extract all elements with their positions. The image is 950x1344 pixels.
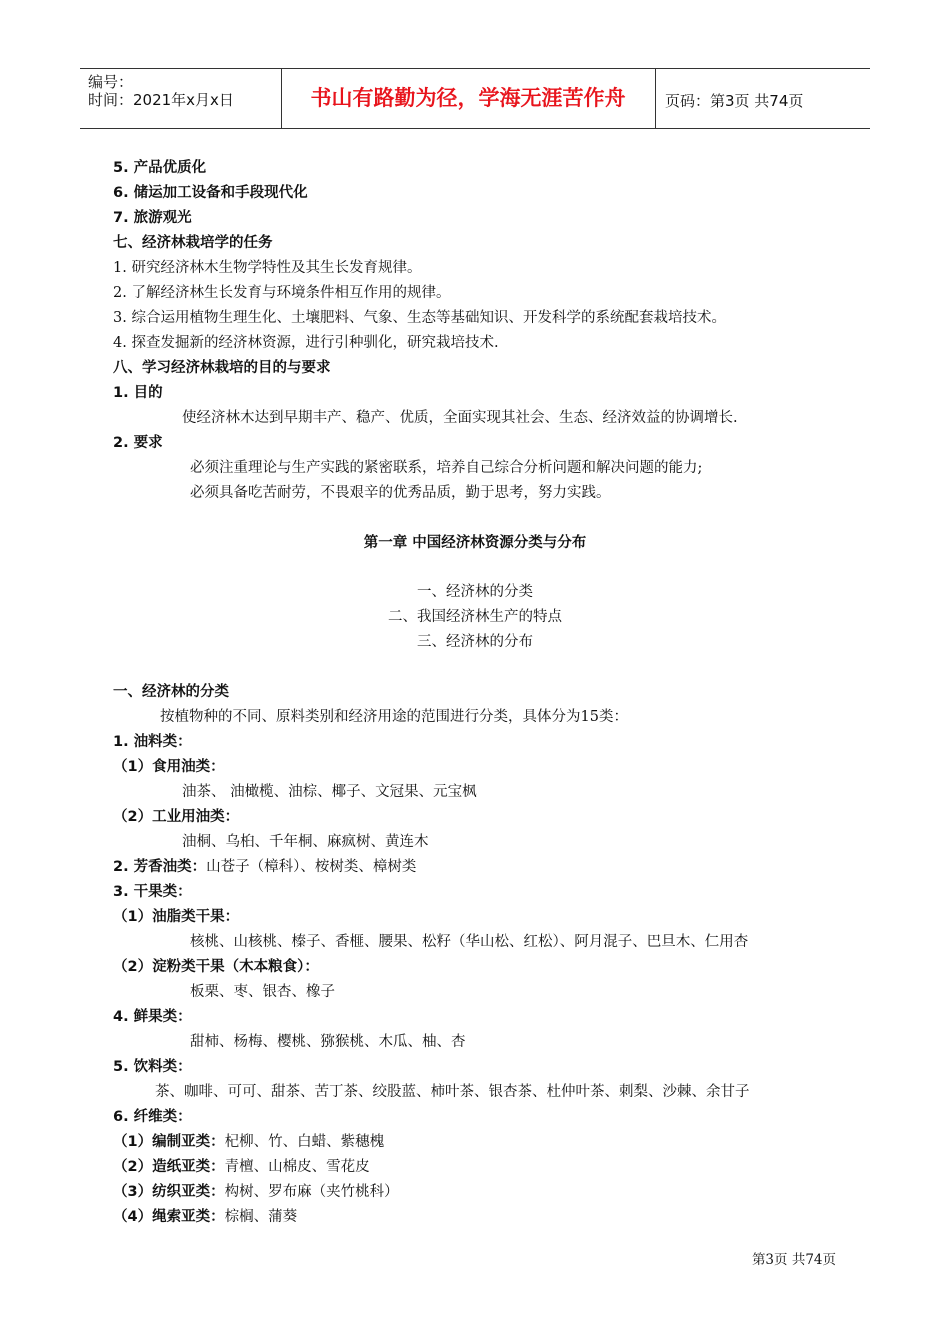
- species-list: 杞柳、竹、白蜡、紫穗槐: [224, 1134, 385, 1150]
- subcategory-heading: （2）工业用油类：: [113, 809, 240, 825]
- header-motto: 书山有路勤为径，学海无涯苦作舟: [310, 86, 626, 110]
- paragraph: 按植物种的不同、原料类别和经济用途的范围进行分类，具体分为15类：: [160, 709, 628, 725]
- subcategory-line: [113, 1132, 384, 1152]
- subcategory-heading: （1）食用油类：: [113, 759, 225, 775]
- category-heading: 6. 纤维类：: [113, 1109, 192, 1125]
- species-list: 板栗、枣、银杏、橡子: [190, 984, 335, 1000]
- header-top-rule: [80, 68, 870, 69]
- subcategory-line: [113, 1157, 370, 1177]
- list-item: 1. 研究经济林木生物学特性及其生长发育规律。: [113, 260, 422, 276]
- doc-number-label: 编号：: [88, 73, 134, 91]
- subcategory-heading: （1）编制亚类：: [113, 1134, 225, 1150]
- subcategory-heading: （2）淀粉类干果（木本粮食）：: [113, 959, 319, 975]
- category-heading: 4. 鲜果类：: [113, 1009, 192, 1025]
- toc-item: 一、经济林的分类: [417, 584, 533, 600]
- list-item: 6. 储运加工设备和手段现代化: [113, 185, 308, 201]
- list-item: 4. 探查发掘新的经济林资源，进行引种驯化，研究栽培技术.: [113, 335, 499, 351]
- list-item: 3. 综合运用植物生理生化、土壤肥料、气象、生态等基础知识、开发科学的系统配套栽培技术。: [113, 310, 726, 326]
- category-line: [113, 857, 416, 877]
- list-item: 7. 旅游观光: [113, 210, 192, 226]
- paragraph: 使经济林木达到早期丰产、稳产、优质，全面实现其社会、生态、经济效益的协调增长.: [182, 410, 738, 426]
- section-heading: 一、经济林的分类: [113, 684, 229, 700]
- toc-item: 二、我国经济林生产的特点: [388, 609, 562, 625]
- category-heading: 3. 干果类：: [113, 884, 192, 900]
- chapter-title: 第一章 中国经济林资源分类与分布: [363, 535, 587, 551]
- species-list: 油茶、 油橄榄、油棕、椰子、文冠果、元宝枫: [182, 784, 477, 800]
- header-bottom-rule: [80, 128, 870, 129]
- subcategory-heading: （3）纺织亚类：: [113, 1184, 225, 1200]
- page-footer: 第3页 共74页: [751, 1252, 836, 1268]
- section-heading: 八、学习经济林栽培的目的与要求: [113, 360, 331, 376]
- species-list: 油桐、乌桕、千年桐、麻疯树、黄连木: [182, 834, 429, 850]
- subheading: 1. 目的: [113, 385, 163, 401]
- section-heading: 七、经济林栽培学的任务: [113, 235, 273, 251]
- category-heading: 1. 油料类：: [113, 734, 192, 750]
- species-list: 构树、罗布麻（夹竹桃科）: [224, 1184, 399, 1200]
- subcategory-line: [113, 1207, 297, 1227]
- paragraph: 必须具备吃苦耐劳，不畏艰辛的优秀品质，勤于思考，努力实践。: [190, 485, 611, 501]
- subheading: 2. 要求: [113, 435, 163, 451]
- species-list: 青檀、山棉皮、雪花皮: [224, 1159, 370, 1175]
- doc-date-label: 时间：2021年x月x日: [88, 91, 234, 109]
- paragraph: 必须注重理论与生产实践的紧密联系，培养自己综合分析问题和解决问题的能力;: [190, 460, 703, 476]
- species-list: 山苍子（樟科）、桉树类、樟树类: [206, 859, 417, 875]
- header-divider-right: [655, 68, 656, 128]
- header-page-number: 页码：第3页 共74页: [665, 92, 804, 110]
- subcategory-heading: （2）造纸亚类：: [113, 1159, 225, 1175]
- list-item: 5. 产品优质化: [113, 160, 207, 176]
- subcategory-heading: （1）油脂类干果：: [113, 909, 240, 925]
- species-list: 核桃、山核桃、榛子、香榧、腰果、松籽（华山松、红松）、阿月混子、巴旦木、仁用杏: [190, 934, 749, 950]
- species-list: 甜柿、杨梅、樱桃、猕猴桃、木瓜、柚、杏: [190, 1034, 466, 1050]
- species-list: 棕榈、蒲葵: [224, 1209, 298, 1225]
- list-item: 2. 了解经济林生长发育与环境条件相互作用的规律。: [113, 285, 451, 301]
- toc-item: 三、经济林的分布: [417, 634, 533, 650]
- subcategory-line: [113, 1182, 399, 1202]
- category-heading: 2. 芳香油类：: [113, 859, 207, 875]
- subcategory-heading: （4）绳索亚类：: [113, 1209, 225, 1225]
- species-list: 茶、咖啡、可可、甜茶、苦丁茶、绞股蓝、柿叶茶、银杏茶、杜仲叶茶、刺梨、沙棘、余甘子: [155, 1084, 750, 1100]
- category-heading: 5. 饮料类：: [113, 1059, 192, 1075]
